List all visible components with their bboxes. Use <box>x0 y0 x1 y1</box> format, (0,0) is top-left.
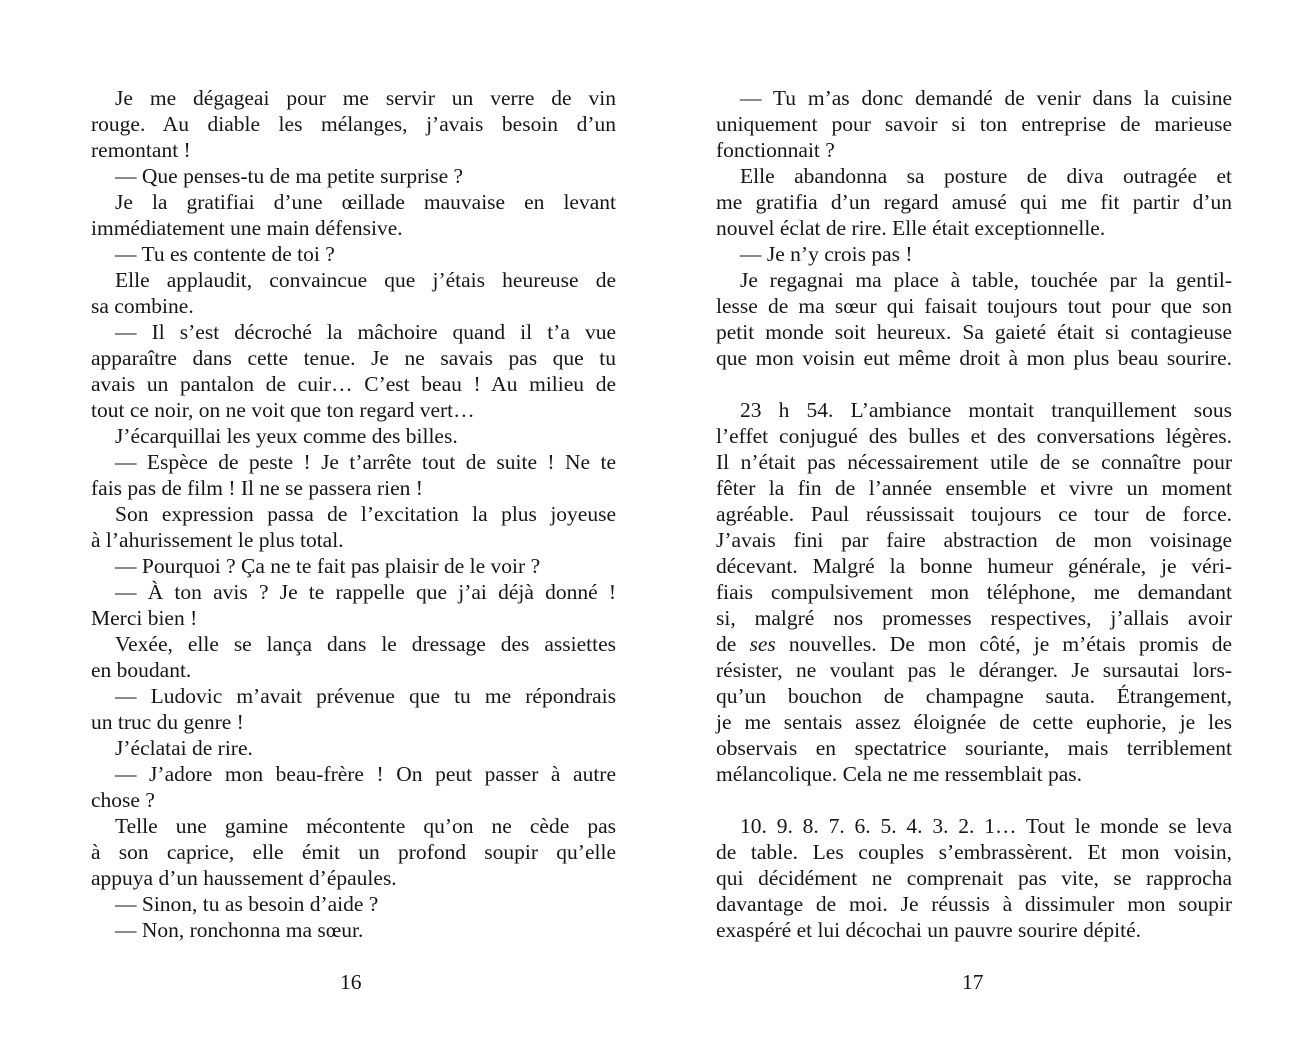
text-line: en boudant. <box>91 658 192 682</box>
text-line: fonctionnait ? <box>716 138 835 162</box>
text-line: sa combine. <box>91 294 194 318</box>
text-line: 10. 9. 8. 7. 6. 5. 4. 3. 2. 1… Tout le monde se leva <box>740 814 1232 838</box>
text-line: Je la gratifiai d’une œillade mauvaise en levant <box>115 190 616 214</box>
text-line: Merci bien ! <box>91 606 198 630</box>
text-line: qu’un bouchon de champagne sauta. Étrangement, <box>716 684 1232 708</box>
text-line: Telle une gamine mécontente qu’on ne cède pas <box>115 814 616 838</box>
text-line: — Pourquoi ? Ça ne te fait pas plaisir de le voir ? <box>115 554 541 578</box>
text-line: — Espèce de peste ! Je t’arrête tout de suite ! Ne te <box>115 450 616 474</box>
text-line: agréable. Paul réussissait toujours ce tour de force. <box>716 502 1232 526</box>
text-line: — J’adore mon beau-frère ! On peut passer à autre <box>115 762 616 786</box>
text-line: Vexée, elle se lança dans le dressage des assiettes <box>115 632 616 656</box>
text-line: Je regagnai ma place à table, touchée par la gentil- <box>740 268 1232 292</box>
text-line: — Je n’y crois pas ! <box>740 242 913 266</box>
emphasis: ses <box>749 632 776 656</box>
text-line: exaspéré et lui décochai un pauvre sourire dépité. <box>716 918 1142 942</box>
text-line: un truc du genre ! <box>91 710 244 734</box>
text-line: fêter la fin de l’année ensemble et vivre un moment <box>716 476 1232 500</box>
text-line: de ses nouvelles. De mon côté, je m’étais promis de <box>716 632 1232 656</box>
text-line: décevant. Malgré la bonne humeur générale, je véri- <box>716 554 1232 578</box>
text-line: mélancolique. Cela ne me ressemblait pas. <box>716 762 1082 786</box>
text-line: appuya d’un haussement d’épaules. <box>91 866 397 890</box>
text-line: tout ce noir, on ne voit que ton regard vert… <box>91 398 475 422</box>
text-line: — Tu es contente de toi ? <box>115 242 335 266</box>
text-line: à l’ahurissement le plus total. <box>91 528 344 552</box>
text-line: je me sentais assez éloignée de cette euphorie, je les <box>716 710 1232 734</box>
text-line: J’éclatai de rire. <box>115 736 253 760</box>
text-line: — Que penses-tu de ma petite surprise ? <box>115 164 464 188</box>
text-line: observais en spectatrice souriante, mais terriblement <box>716 736 1232 760</box>
text-line: — Sinon, tu as besoin d’aide ? <box>115 892 379 916</box>
paragraph-break <box>716 787 1232 813</box>
text-line: — À ton avis ? Je te rappelle que j’ai déjà donné ! <box>115 580 616 604</box>
text-line: J’écarquillai les yeux comme des billes. <box>115 424 458 448</box>
text-line: — Non, ronchonna ma sœur. <box>115 918 364 942</box>
text-line: petit monde soit heureux. Sa gaieté était si contagieuse <box>716 320 1232 344</box>
text-line: Je me dégageai pour me servir un verre de vin <box>115 86 616 110</box>
text-line: J’avais fini par faire abstraction de mon voisinage <box>716 528 1232 552</box>
paragraph-break <box>716 371 1232 397</box>
right-page-text <box>716 85 1232 943</box>
text-line: lesse de ma sœur qui faisait toujours tout pour que son <box>716 294 1232 318</box>
text-line: apparaître dans cette tenue. Je ne savais pas que tu <box>91 346 616 370</box>
text-line: — Tu m’as donc demandé de venir dans la cuisine <box>740 86 1232 110</box>
text-line: davantage de moi. Je réussis à dissimuler mon soupir <box>716 892 1232 916</box>
text-line: l’effet conjugué des bulles et des conversations légères. <box>716 424 1232 448</box>
text-line: Il n’était pas nécessairement utile de se connaître pour <box>716 450 1232 474</box>
text-line: uniquement pour savoir si ton entreprise de marieuse <box>716 112 1232 136</box>
left-page-text <box>91 85 616 943</box>
text-line: qui décidément ne comprenait pas vite, se rapprocha <box>716 866 1232 890</box>
text-line: nouvel éclat de rire. Elle était exceptionnelle. <box>716 216 1106 240</box>
text-line: chose ? <box>91 788 155 812</box>
text-line: de table. Les couples s’embrassèrent. Et mon voisin, <box>716 840 1232 864</box>
text-line: à son caprice, elle émit un profond soupir qu’elle <box>91 840 616 864</box>
text-line: si, malgré nos promesses respectives, j’allais avoir <box>716 606 1232 630</box>
page-number-left: 16 <box>340 970 362 994</box>
text-line: que mon voisin eut même droit à mon plus beau sourire. <box>716 346 1232 370</box>
text-line: Elle abandonna sa posture de diva outragée et <box>740 164 1232 188</box>
text-line: Elle applaudit, convaincue que j’étais heureuse de <box>115 268 616 292</box>
text-line: fais pas de film ! Il ne se passera rien ! <box>91 476 423 500</box>
text-line: rouge. Au diable les mélanges, j’avais besoin d’un <box>91 112 616 136</box>
text-line: Son expression passa de l’excitation la plus joyeuse <box>115 502 616 526</box>
text-line: résister, ne voulant pas le déranger. Je sursautai lors- <box>716 658 1232 682</box>
text-line: remontant ! <box>91 138 191 162</box>
text-line: immédiatement une main défensive. <box>91 216 403 240</box>
text-line: 23 h 54. L’ambiance montait tranquillement sous <box>740 398 1232 422</box>
text-line: me gratifia d’un regard amusé qui me fit partir d’un <box>716 190 1232 214</box>
text-line: avais un pantalon de cuir… C’est beau ! Au milieu de <box>91 372 616 396</box>
text-line: — Ludovic m’avait prévenue que tu me répondrais <box>115 684 616 708</box>
text-line: fiais compulsivement mon téléphone, me demandant <box>716 580 1232 604</box>
text-line: — Il s’est décroché la mâchoire quand il t’a vue <box>115 320 616 344</box>
page-number-right: 17 <box>962 970 984 994</box>
